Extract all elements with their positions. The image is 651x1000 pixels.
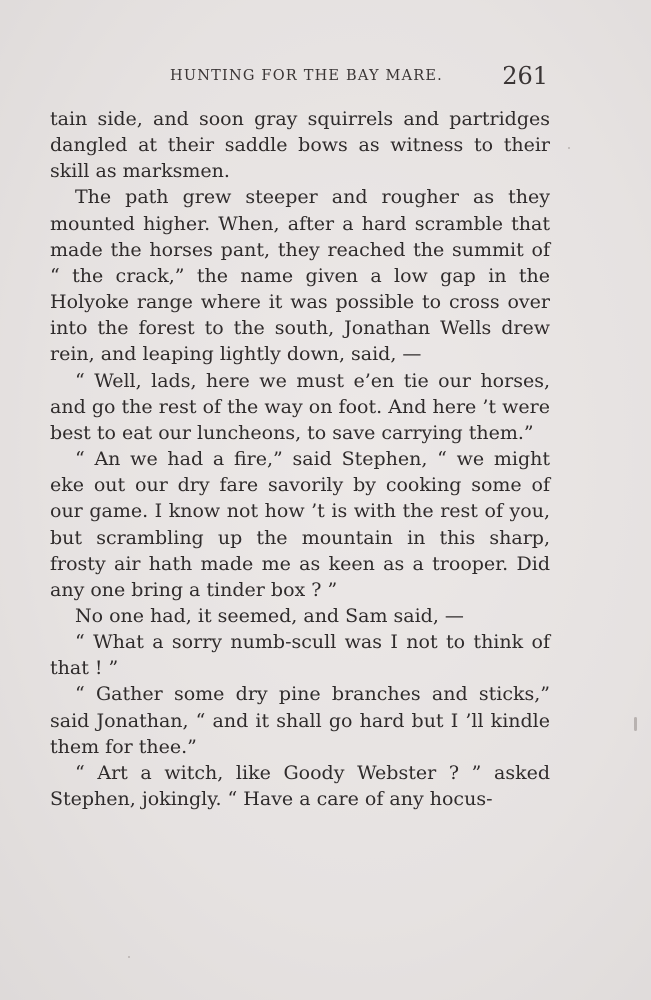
paragraph: “ Well, lads, here we must e’en tie our horses, and go the rest of the way on foot. And here ’t were best to eat our luncheons, to save carrying them.” [50,369,550,444]
paper-speck [634,717,637,731]
running-head [50,62,550,92]
page-number: 261 [502,62,548,90]
paragraph: The path grew steeper and rougher as they mounted higher. When, after a hard scramble that made the horses pant, they reached the summit of “ the crack,” the name given a low gap in the Holyoke range where it was possible to cross over into the forest to the south, Jonathan Wells drew rein, and leaping lightly down, said, — [50,186,550,366]
paragraph: tain side, and soon gray squirrels and partridges dangled at their saddle bows as witness to their skill as marksmen. [50,108,550,183]
running-title: HUNTING FOR THE BAY MARE. [170,68,443,84]
paper-speck [568,147,570,149]
paragraph: “ An we had a fire,” said Stephen, “ we might eke out our dry fare savorily by cooking some of our game. I know not how ’t is with the rest of you, but scrambling up the mountain in this sharp, frosty air hath made me as keen as a trooper. Did any one bring a tinder box ? ” [50,448,550,601]
paragraph: “ What a sorry numb-scull was I not to think of that ! ” [50,631,550,680]
body-text [50,106,550,812]
paragraph: “ Art a witch, like Goody Webster ? ” asked Stephen, jokingly. “ Have a care of any hocus- [50,761,550,811]
paper-speck [128,956,130,958]
paragraph: No one had, it seemed, and Sam said, — [75,604,464,627]
paragraph: “ Gather some dry pine branches and sticks,” said Jonathan, “ and it shall go hard but I ’ll kindle them for thee.” [50,683,550,758]
